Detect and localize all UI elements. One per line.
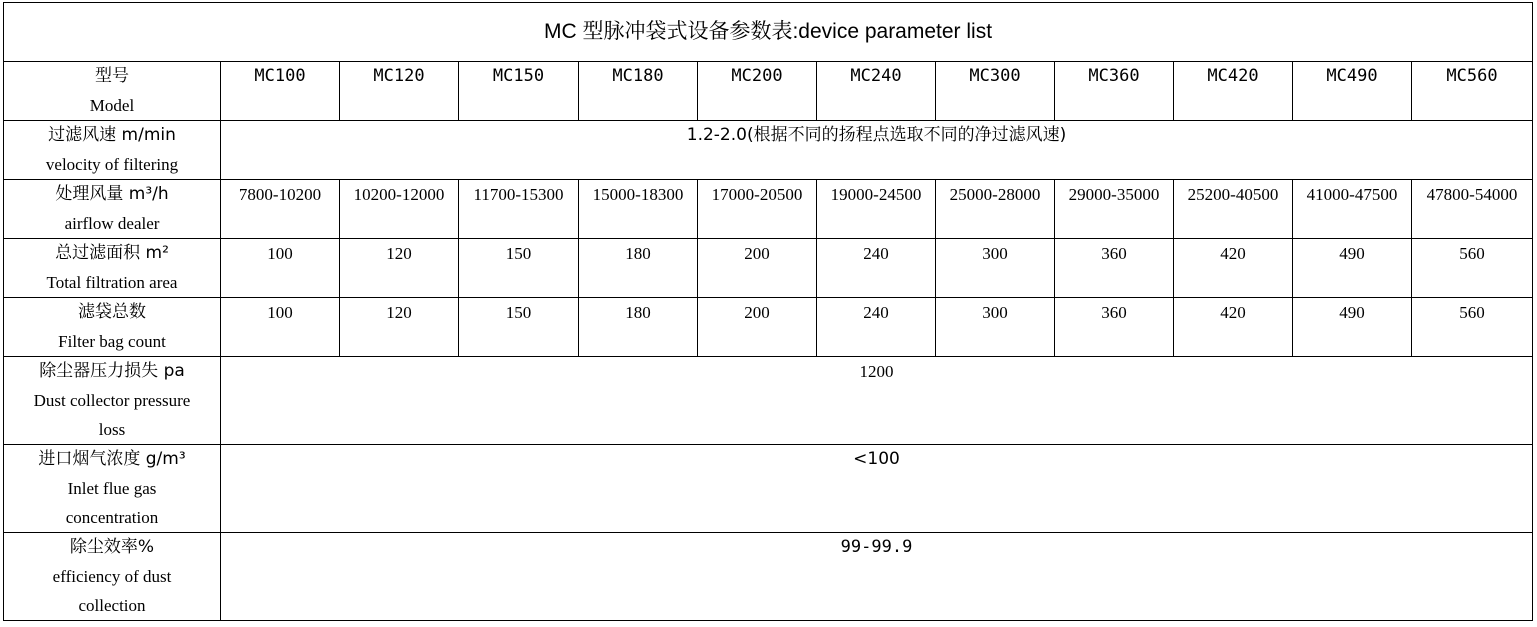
model-cell: MC360 bbox=[1055, 62, 1174, 121]
airflow-cell: 47800-54000 bbox=[1412, 180, 1533, 239]
area-cell: 300 bbox=[936, 239, 1055, 298]
row-label-airflow bbox=[4, 180, 221, 239]
table-row-inlet bbox=[4, 445, 1533, 533]
model-cell: MC120 bbox=[340, 62, 459, 121]
area-cell: 240 bbox=[817, 239, 936, 298]
table-row-velocity bbox=[4, 121, 1533, 180]
row-label-inlet bbox=[4, 445, 221, 533]
bags-cell: 120 bbox=[340, 298, 459, 357]
table-title: MC 型脉冲袋式设备参数表:device parameter list bbox=[4, 3, 1533, 62]
bags-cell: 240 bbox=[817, 298, 936, 357]
parameter-table bbox=[3, 2, 1533, 621]
model-cell: MC180 bbox=[579, 62, 698, 121]
row-label-velocity bbox=[4, 121, 221, 180]
row-label-bags bbox=[4, 298, 221, 357]
label-en: efficiency of dust bbox=[52, 567, 172, 586]
bags-cell: 100 bbox=[221, 298, 340, 357]
label-zh: 处理风量 m³/h bbox=[55, 184, 169, 204]
row-label-efficiency bbox=[4, 533, 221, 621]
table-row-efficiency bbox=[4, 533, 1533, 621]
label-zh: 进口烟气浓度 g/m³ bbox=[38, 449, 186, 469]
model-cell: MC150 bbox=[459, 62, 579, 121]
airflow-cell: 11700-15300 bbox=[459, 180, 579, 239]
label-en: Inlet flue gas bbox=[67, 479, 157, 498]
label-en: Dust collector pressure bbox=[33, 391, 191, 410]
label-zh: 型号 bbox=[95, 66, 129, 86]
label-en: collection bbox=[78, 596, 146, 615]
bags-cell: 180 bbox=[579, 298, 698, 357]
label-zh: 除尘器压力损失 pa bbox=[39, 361, 185, 381]
row-label-area bbox=[4, 239, 221, 298]
bags-cell: 560 bbox=[1412, 298, 1533, 357]
bags-cell: 490 bbox=[1293, 298, 1412, 357]
label-en: Model bbox=[89, 96, 135, 115]
area-cell: 560 bbox=[1412, 239, 1533, 298]
area-cell: 490 bbox=[1293, 239, 1412, 298]
airflow-cell: 10200-12000 bbox=[340, 180, 459, 239]
area-cell: 100 bbox=[221, 239, 340, 298]
area-cell: 120 bbox=[340, 239, 459, 298]
airflow-cell: 41000-47500 bbox=[1293, 180, 1412, 239]
label-zh: 总过滤面积 m² bbox=[55, 243, 169, 263]
row-label-model bbox=[4, 62, 221, 121]
bags-cell: 360 bbox=[1055, 298, 1174, 357]
airflow-cell: 25000-28000 bbox=[936, 180, 1055, 239]
label-en: concentration bbox=[65, 508, 159, 527]
airflow-cell: 15000-18300 bbox=[579, 180, 698, 239]
bags-cell: 150 bbox=[459, 298, 579, 357]
table-row-pressure bbox=[4, 357, 1533, 445]
model-cell: MC100 bbox=[221, 62, 340, 121]
label-zh: 过滤风速 m/min bbox=[48, 125, 176, 145]
area-cell: 180 bbox=[579, 239, 698, 298]
label-zh: 滤袋总数 bbox=[78, 302, 146, 322]
area-cell: 360 bbox=[1055, 239, 1174, 298]
area-cell: 200 bbox=[698, 239, 817, 298]
pressure-value: 1200 bbox=[221, 357, 1533, 445]
table-row-model bbox=[4, 62, 1533, 121]
airflow-cell: 19000-24500 bbox=[817, 180, 936, 239]
velocity-value: 1.2-2.0(根据不同的扬程点选取不同的净过滤风速) bbox=[221, 121, 1533, 180]
label-en: velocity of filtering bbox=[45, 155, 179, 174]
model-cell: MC490 bbox=[1293, 62, 1412, 121]
model-cell: MC300 bbox=[936, 62, 1055, 121]
model-cell: MC420 bbox=[1174, 62, 1293, 121]
model-cell: MC240 bbox=[817, 62, 936, 121]
label-en: Filter bag count bbox=[58, 332, 166, 351]
model-cell: MC560 bbox=[1412, 62, 1533, 121]
table-row-bags bbox=[4, 298, 1533, 357]
airflow-cell: 7800-10200 bbox=[221, 180, 340, 239]
label-en: Total filtration area bbox=[46, 273, 178, 292]
airflow-cell: 25200-40500 bbox=[1174, 180, 1293, 239]
table-row-airflow bbox=[4, 180, 1533, 239]
label-en: loss bbox=[98, 420, 126, 439]
airflow-cell: 29000-35000 bbox=[1055, 180, 1174, 239]
bags-cell: 420 bbox=[1174, 298, 1293, 357]
bags-cell: 200 bbox=[698, 298, 817, 357]
inlet-value: <100 bbox=[221, 445, 1533, 533]
efficiency-value: 99-99.9 bbox=[221, 533, 1533, 621]
bags-cell: 300 bbox=[936, 298, 1055, 357]
label-zh: 除尘效率% bbox=[69, 537, 155, 557]
label-en: airflow dealer bbox=[64, 214, 160, 233]
area-cell: 420 bbox=[1174, 239, 1293, 298]
airflow-cell: 17000-20500 bbox=[698, 180, 817, 239]
model-cell: MC200 bbox=[698, 62, 817, 121]
table-row-area bbox=[4, 239, 1533, 298]
row-label-pressure bbox=[4, 357, 221, 445]
area-cell: 150 bbox=[459, 239, 579, 298]
